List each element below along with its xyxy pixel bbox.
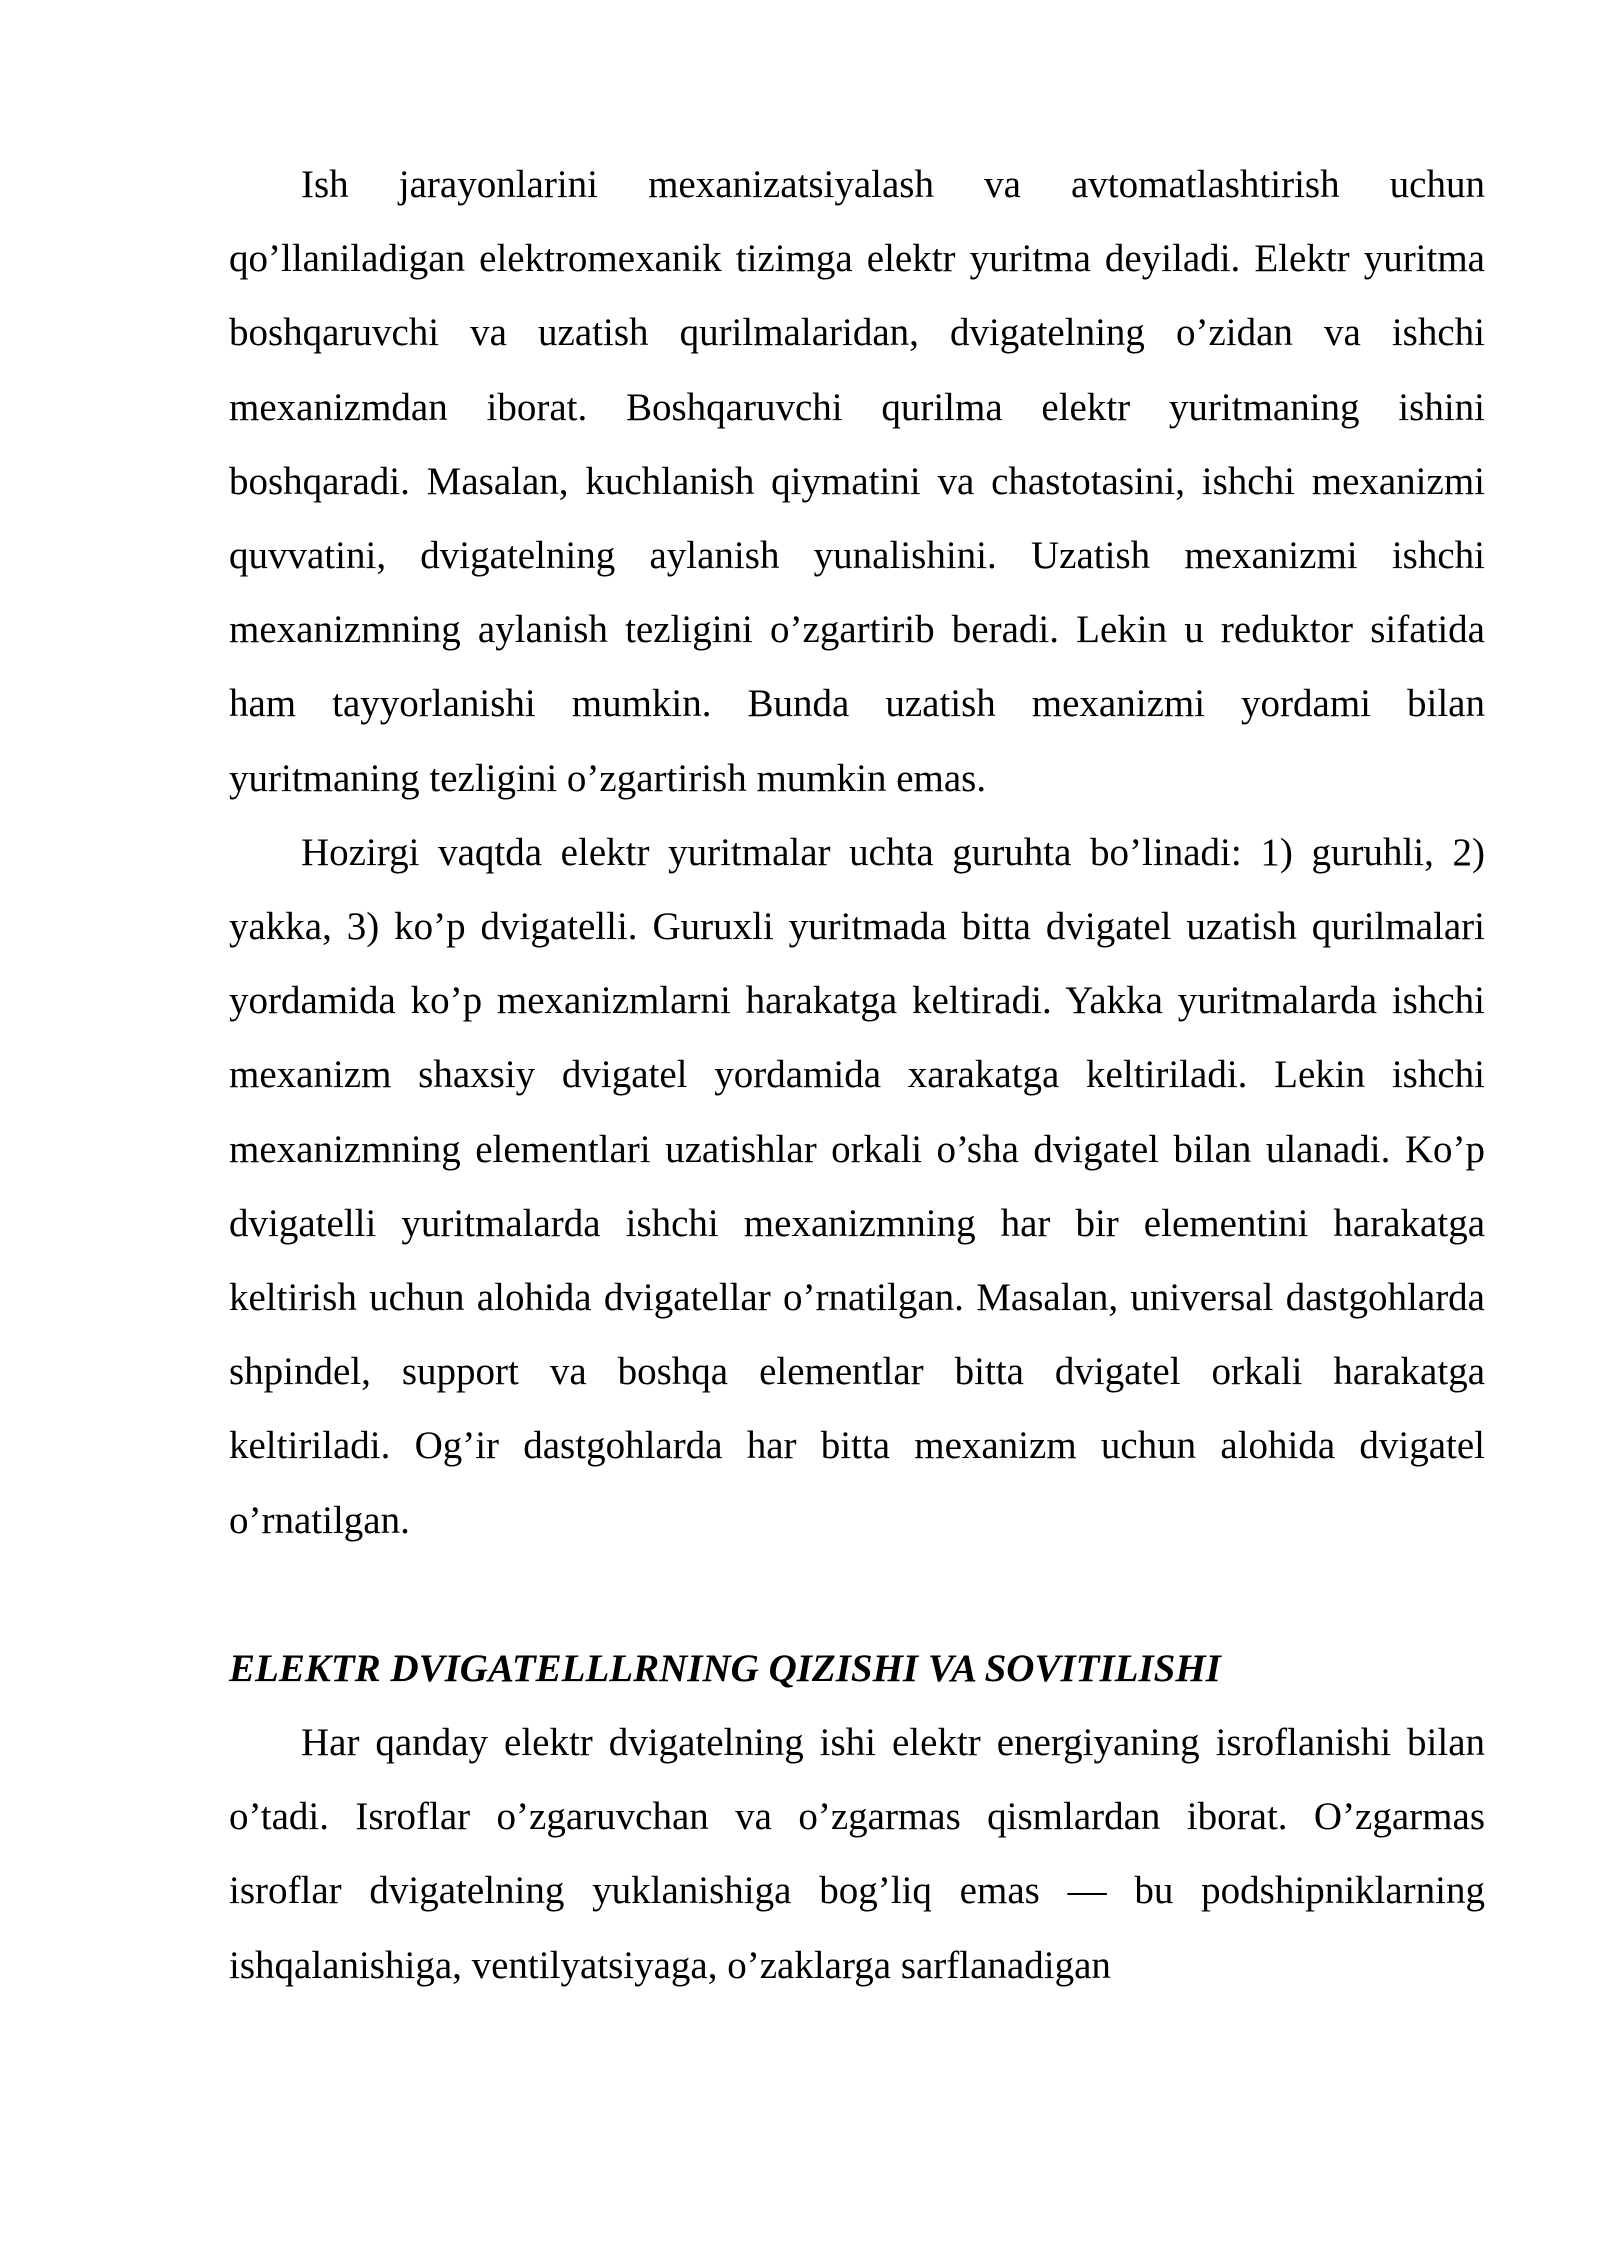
section-heading: ELEKTR DVIGATELLLRNING QIZISHI VA SOVITILISHI: [229, 1646, 1221, 1690]
paragraph-electric-drive-types: Hozirgi vaqtda elektr yuritmalar uchta guruhta bo’linadi: 1) guruhli, 2) yakka, 3) ko’p dvigatelli. Guruxli yuritmada bitta dvigatel uzatish qurilmalari yordamida ko’p mexanizmlarni harakatga keltiradi. Yakka yuritmalarda ishchi mexanizm shaxsiy dvigatel yordamida xarakatga keltiriladi. Lekin ishchi mexanizmning elementlari uzatishlar orkali o’sha dvigatel bilan ulanadi. Ko’p dvigatelli yuritmalarda ishchi mexanizmning har bir elementini harakatga keltirish uchun alohida dvigatellar o’rnatilgan. Masalan, universal dastgohlarda shpindel, support va boshqa elementlar bitta dvigatel orkali harakatga keltiriladi. Og’ir dastgohlarda har bitta mexanizm uchun alohida dvigatel o’rnatilgan.: [229, 830, 1485, 1542]
paragraph-electric-drive-definition: Ish jarayonlarini mexanizatsiyalash va avtomatlashtirish uchun qo’llaniladigan elektromexanik tizimga elektr yuritma deyiladi. Elektr yuritma boshqaruvchi va uzatish qurilmalaridan, dvigatelning o’zidan va ishchi mexanizmdan iborat. Boshqaruvchi qurilma elektr yuritmaning ishini boshqaradi. Masalan, kuchlanish qiymatini va chastotasini, ishchi mexanizmi quvvatini, dvigatelning aylanish yunalishini. Uzatish mexanizmi ishchi mexanizmning aylanish tezligini o’zgartirib beradi. Lekin u reduktor sifatida ham tayyorlanishi mumkin. Bunda uzatish mexanizmi yordami bilan yuritmaning tezligini o’zgartirish mumkin emas.: [229, 163, 1485, 800]
document-body: [229, 148, 1485, 2003]
paragraph-motor-losses: Har qanday elektr dvigatelning ishi elektr energiyaning isroflanishi bilan o’tadi. Isroflar o’zgaruvchan va o’zgarmas qismlardan iborat. O’zgarmas isroflar dvigatelning yuklanishiga bog’liq emas — bu podshipniklarning ishqalanishiga, ventilyatsiyaga, o’zaklarga sarflanadigan: [229, 1721, 1485, 1987]
